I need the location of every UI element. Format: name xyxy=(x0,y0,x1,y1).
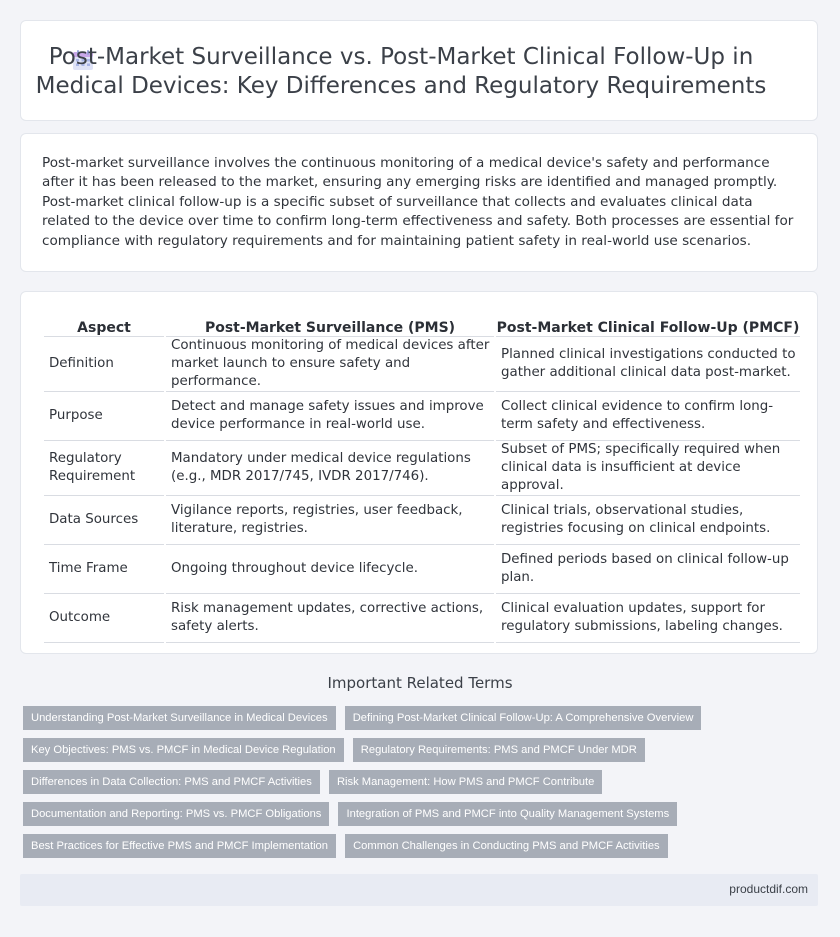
comparison-card xyxy=(20,291,818,654)
table-row xyxy=(44,441,800,496)
row-pmcf: Collect clinical evidence to confirm long-term safety and effectiveness. xyxy=(496,392,800,441)
related-term-link[interactable]: Risk Management: How PMS and PMCF Contribute xyxy=(329,770,602,794)
header-pmcf: Post-Market Clinical Follow-Up (PMCF) xyxy=(496,316,800,337)
row-pmcf: Defined periods based on clinical follow-up plan. xyxy=(496,545,800,594)
table-row xyxy=(44,594,800,643)
row-aspect: Data Sources xyxy=(44,496,164,545)
related-term-link[interactable]: Documentation and Reporting: PMS vs. PMCF Obligations xyxy=(23,802,329,826)
footer xyxy=(20,874,818,906)
row-pms: Ongoing throughout device lifecycle. xyxy=(166,545,494,594)
row-pms: Vigilance reports, registries, user feedback, literature, registries. xyxy=(166,496,494,545)
table-row xyxy=(44,392,800,441)
intro-card xyxy=(20,133,818,272)
footer-site-link[interactable]: productdif.com xyxy=(729,882,808,896)
related-term-link[interactable]: Regulatory Requirements: PMS and PMCF Under MDR xyxy=(353,738,645,762)
row-pmcf: Planned clinical investigations conducted to gather additional clinical data post-market. xyxy=(496,337,800,392)
row-pms: Detect and manage safety issues and improve device performance in real-world use. xyxy=(166,392,494,441)
table-header-row xyxy=(44,316,800,337)
related-term-link[interactable]: Common Challenges in Conducting PMS and PMCF Activities xyxy=(345,834,668,858)
related-term-link[interactable]: Understanding Post-Market Surveillance in Medical Devices xyxy=(23,706,336,730)
comparison-table xyxy=(42,316,802,643)
header-pms: Post-Market Surveillance (PMS) xyxy=(166,316,494,337)
row-aspect: Definition xyxy=(44,337,164,392)
row-pms: Continuous monitoring of medical devices after market launch to ensure safety and performance. xyxy=(166,337,494,392)
table-row xyxy=(44,496,800,545)
related-term-link[interactable]: Key Objectives: PMS vs. PMCF in Medical Device Regulation xyxy=(23,738,344,762)
related-term-link[interactable]: Differences in Data Collection: PMS and PMCF Activities xyxy=(23,770,320,794)
table-row xyxy=(44,337,800,392)
row-aspect: Purpose xyxy=(44,392,164,441)
title-card xyxy=(20,20,818,121)
row-aspect: Time Frame xyxy=(44,545,164,594)
header-aspect: Aspect xyxy=(44,316,164,337)
row-aspect: Regulatory Requirement xyxy=(44,441,164,496)
related-terms-list xyxy=(23,706,823,866)
page-title: Post-Market Surveillance vs. Post-Market Clinical Follow-Up in Medical Devices: Key Differences and Regulatory Requirements xyxy=(35,44,767,99)
intro-paragraph: Post-market surveillance involves the continuous monitoring of a medical device's safety and performance after it has been released to the market, ensuring any emerging risks are identified and managed promptly. Post-market clinical follow-up is a specific subset of surveillance that collects and evaluates clinical data related to the device over time to confirm long-term effectiveness and safety. Both processes are essential for compliance with regulatory requirements and for maintaining patient safety in real-world use scenarios. xyxy=(42,155,794,249)
related-term-link[interactable]: Defining Post-Market Clinical Follow-Up: A Comprehensive Overview xyxy=(345,706,702,730)
row-pmcf: Clinical evaluation updates, support for regulatory submissions, labeling changes. xyxy=(496,594,800,643)
row-pmcf: Subset of PMS; specifically required when clinical data is insufficient at device approval. xyxy=(496,441,800,496)
related-terms-title: Important Related Terms xyxy=(327,674,513,692)
related-term-link[interactable]: Best Practices for Effective PMS and PMCF Implementation xyxy=(23,834,336,858)
row-aspect: Outcome xyxy=(44,594,164,643)
table-row xyxy=(44,545,800,594)
row-pms: Mandatory under medical device regulations (e.g., MDR 2017/745, IVDR 2017/746). xyxy=(166,441,494,496)
row-pms: Risk management updates, corrective actions, safety alerts. xyxy=(166,594,494,643)
related-term-link[interactable]: Integration of PMS and PMCF into Quality Management Systems xyxy=(338,802,677,826)
row-pmcf: Clinical trials, observational studies, registries focusing on clinical endpoints. xyxy=(496,496,800,545)
